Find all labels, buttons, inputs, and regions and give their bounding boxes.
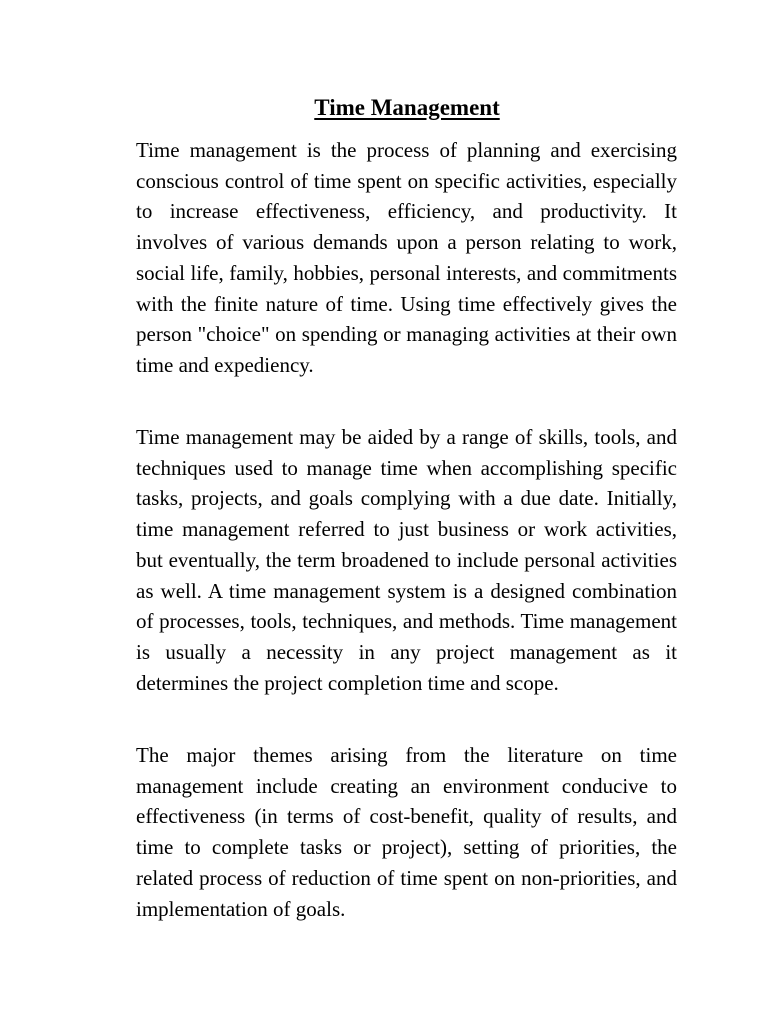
paragraph-3: The major themes arising from the literature on time management include creating an environment conducive to effectiveness (in terms of cost-benefit, quality of results, and time to complete tasks or project), setting of priorities, the related process of reduction of time spent on non-priorities, and implementation of goals. (136, 743, 677, 921)
paragraph-1: Time management is the process of planning and exercising conscious control of time spent on specific activities, especially to increase effectiveness, efficiency, and productivity. It involves of various demands upon a person relating to work, social life, family, hobbies, personal interests, and commitments with the finite nature of time. Using time effectively gives the person "choice" on spending or managing activities at their own time and expediency. (136, 138, 677, 377)
paragraph-2: Time management may be aided by a range of skills, tools, and techniques used to manage time when accomplishing specific tasks, projects, and goals complying with a due date. Initially, time management referred to just business or work activities, but eventually, the term broadened to include personal activities as well. A time management system is a designed combination of processes, tools, techniques, and methods. Time management is usually a necessity in any project management as it determines the project completion time and scope. (136, 425, 677, 695)
document-title: Time Management (314, 95, 500, 120)
